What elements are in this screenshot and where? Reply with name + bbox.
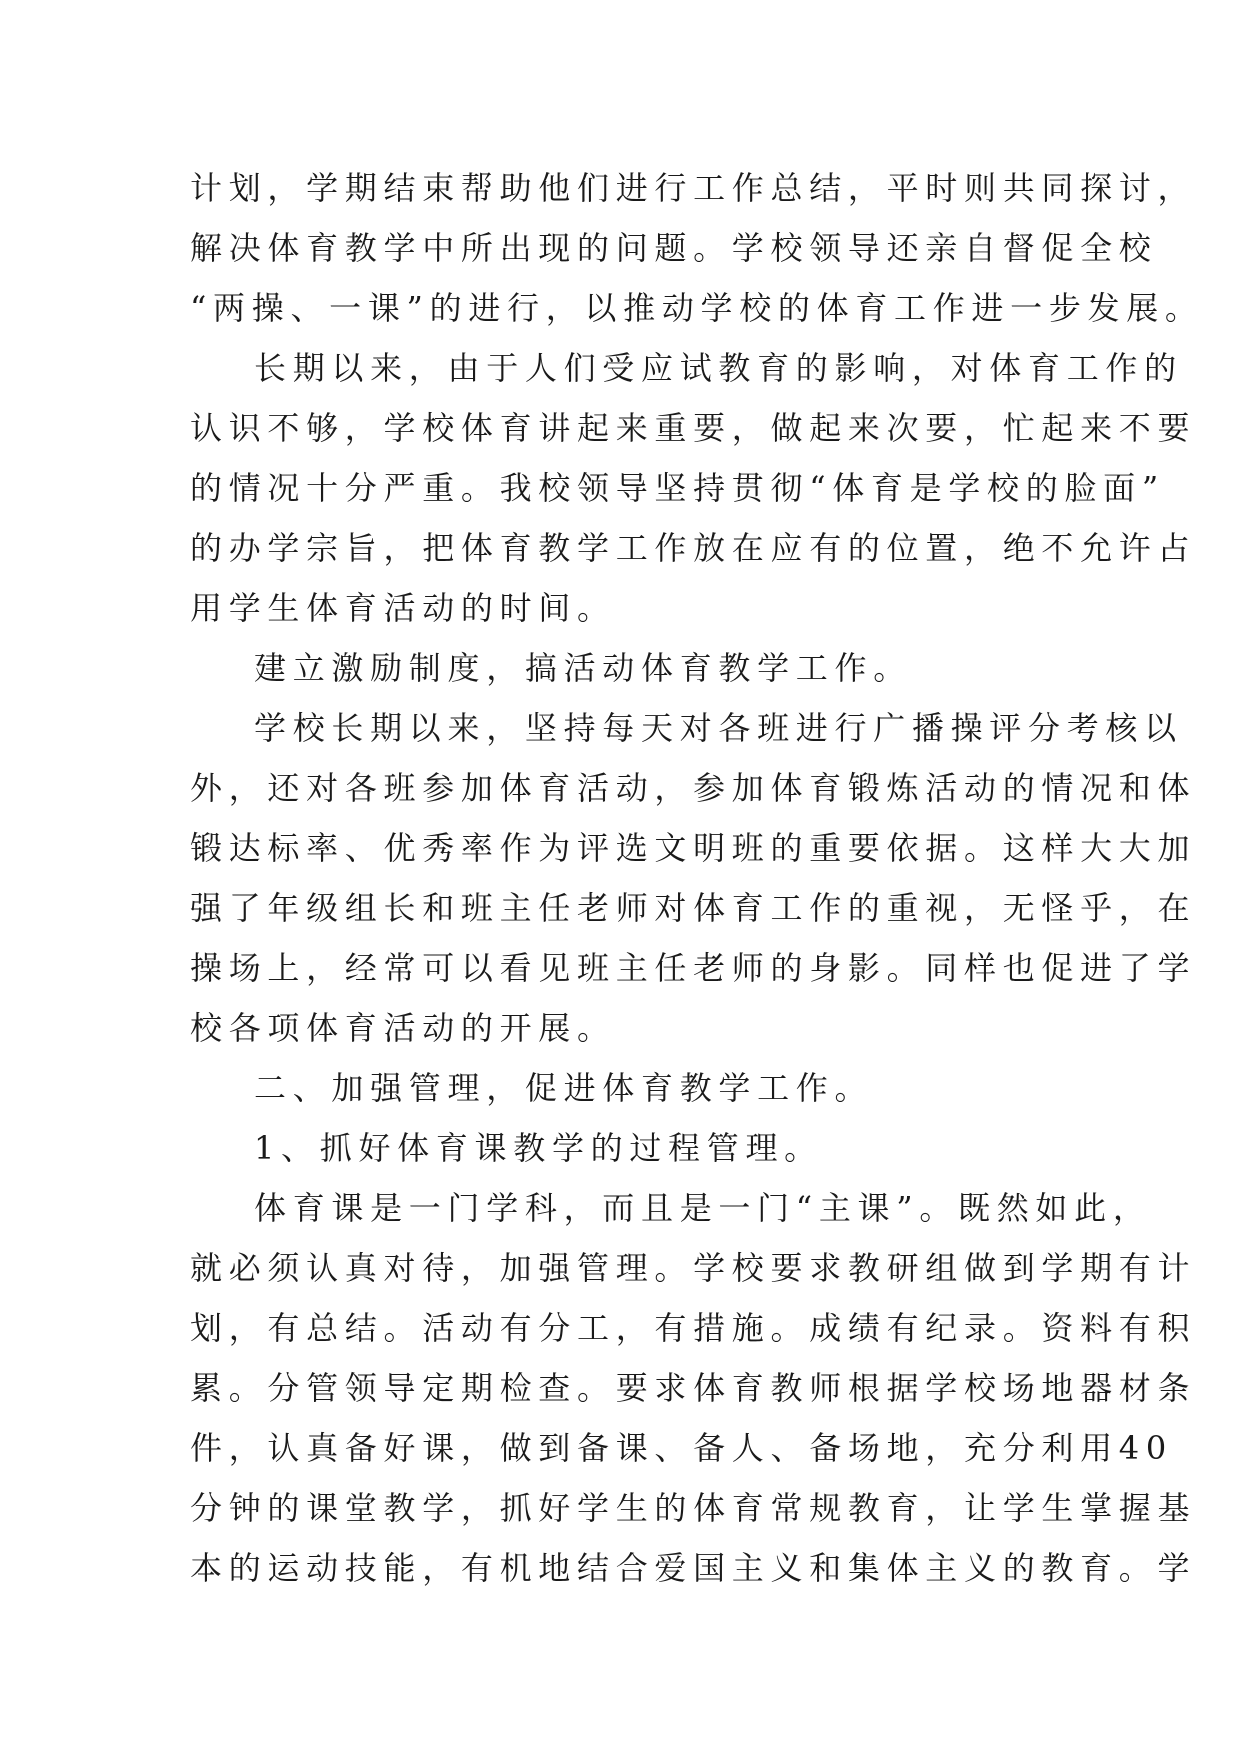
text-line: 操场上，经常可以看见班主任老师的身影。同样也促进了学	[190, 949, 1197, 987]
text-line: 用学生体育活动的时间。	[190, 589, 616, 627]
text-line: 分钟的课堂教学，抓好学生的体育常规教育，让学生掌握基	[190, 1489, 1197, 1527]
text-line: 解决体育教学中所出现的问题。学校领导还亲自督促全校	[190, 229, 1158, 267]
text-line: 就必须认真对待，加强管理。学校要求教研组做到学期有计	[190, 1249, 1197, 1287]
text-line: 划，有总结。活动有分工，有措施。成绩有纪录。资料有积	[190, 1309, 1197, 1347]
text-line: 校各项体育活动的开展。	[190, 1009, 616, 1047]
text-line: 的办学宗旨，把体育教学工作放在应有的位置，绝不允许占	[190, 529, 1197, 567]
text-line: 本的运动技能，有机地结合爱国主义和集体主义的教育。学	[190, 1549, 1197, 1587]
text-line: 计划，学期结束帮助他们进行工作总结，平时则共同探讨，	[190, 169, 1197, 207]
text-line: 1、抓好体育课教学的过程管理。	[254, 1129, 823, 1167]
text-line: 学校长期以来，坚持每天对各班进行广播操评分考核以	[254, 709, 1183, 747]
text-line: 体育课是一门学科，而且是一门“主课”。既然如此，	[254, 1189, 1152, 1227]
text-line: “两操、一课”的进行，以推动学校的体育工作进一步发展。	[190, 289, 1204, 327]
text-line: 二、加强管理，促进体育教学工作。	[254, 1069, 874, 1107]
text-line: 累。分管领导定期检查。要求体育教师根据学校场地器材条	[190, 1369, 1197, 1407]
text-line: 强了年级组长和班主任老师对体育工作的重视，无怪乎，在	[190, 889, 1197, 927]
text-line: 建立激励制度，搞活动体育教学工作。	[254, 649, 912, 687]
text-line: 外，还对各班参加体育活动，参加体育锻炼活动的情况和体	[190, 769, 1197, 807]
text-line: 的情况十分严重。我校领导坚持贯彻“体育是学校的脸面”	[190, 469, 1165, 507]
body-text	[190, 158, 1204, 1598]
text-line: 长期以来，由于人们受应试教育的影响，对体育工作的	[254, 349, 1183, 387]
text-line: 认识不够，学校体育讲起来重要，做起来次要，忙起来不要	[190, 409, 1197, 447]
text-line: 锻达标率、优秀率作为评选文明班的重要依据。这样大大加	[190, 829, 1197, 867]
text-line: 件，认真备好课，做到备课、备人、备场地，充分利用40	[190, 1429, 1173, 1467]
